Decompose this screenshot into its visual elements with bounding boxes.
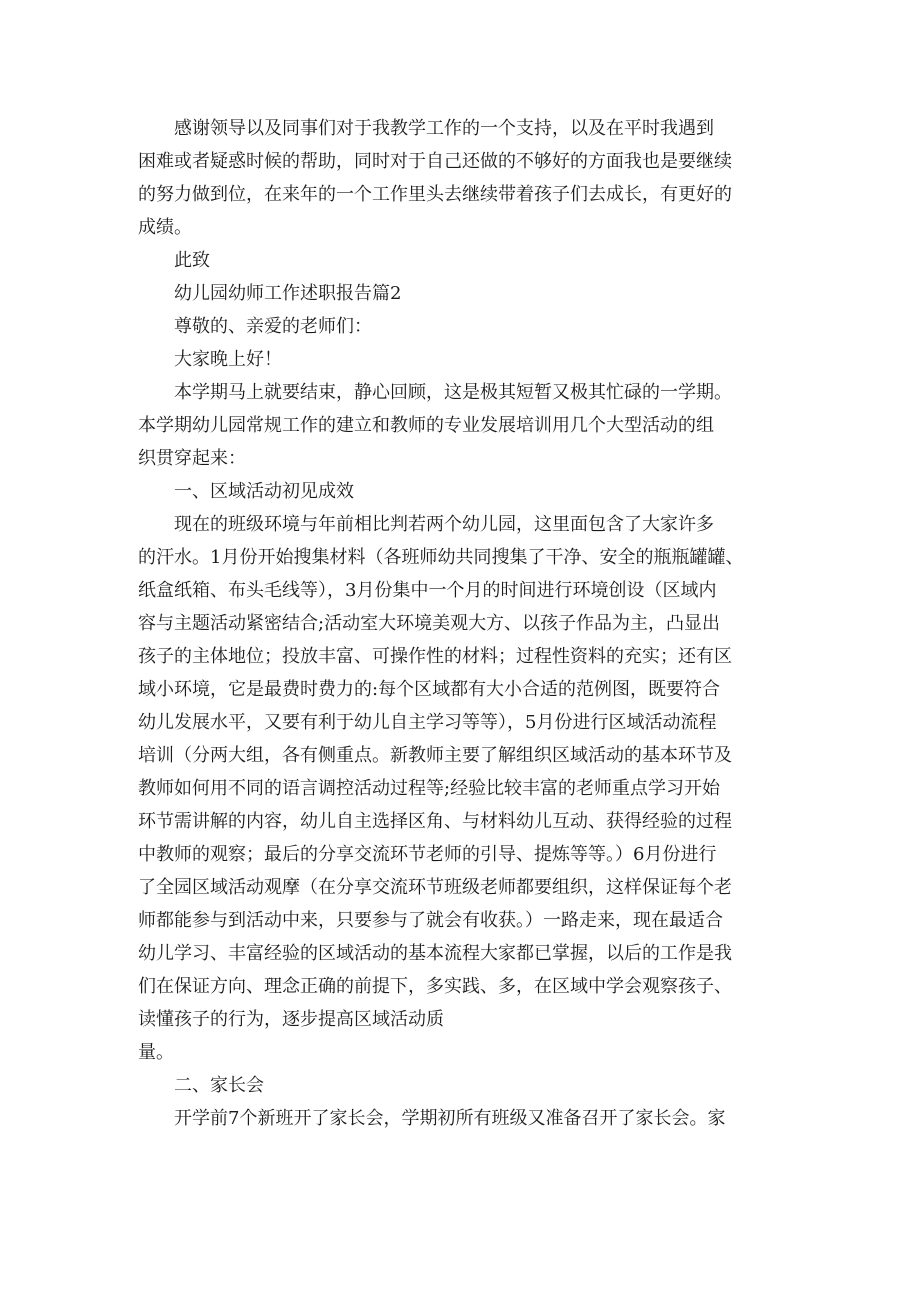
- text-line: 培训（分两大组，各有侧重点。新教师主要了解组织区域活动的基本环节及: [138, 745, 732, 766]
- text-line: 域小环境，它是最费时费力的:每个区域都有大小合适的范例图，既要符合: [138, 679, 721, 700]
- text-line: 成绩。: [138, 217, 192, 238]
- text-line: 现在的班级环境与年前相比判若两个幼儿园，这里面包含了大家许多: [174, 514, 714, 535]
- paragraph-area-activities: [138, 508, 798, 1069]
- section-title: 幼儿园幼师工作述职报告篇2: [174, 283, 402, 304]
- paragraph-thanks: [138, 112, 798, 244]
- text-line: 困难或者疑惑时候的帮助，同时对于自己还做的不够好的方面我也是要继续: [138, 151, 732, 172]
- text-line: 开学前7个新班开了家长会，学期初所有班级又准备召开了家长会。家: [174, 1108, 726, 1129]
- text-line: 本学期幼儿园常规工作的建立和教师的专业发展培训用几个大型活动的组: [138, 415, 714, 436]
- text-line: 师都能参与到活动中来，只要参与了就会有收获。）一路走来，现在最适合: [138, 910, 723, 931]
- text-line: 容与主题活动紧密结合;活动室大环境美观大方、以孩子作品为主，凸显出: [138, 613, 721, 634]
- heading-section-1: 一、区域活动初见成效: [174, 481, 354, 502]
- text-line: 量。: [138, 1042, 174, 1063]
- text-line: 的努力做到位，在来年的一个工作里头去继续带着孩子们去成长，有更好的: [138, 184, 732, 205]
- text-line: 读懂孩子的行为，逐步提高区域活动质: [138, 1009, 444, 1030]
- text-line: 了全园区域活动观摩（在分享交流环节班级老师都要组织，这样保证每个老: [138, 877, 732, 898]
- text-line: 孩子的主体地位；投放丰富、可操作性的材料；过程性资料的充实；还有区: [138, 646, 732, 667]
- greeting-recipient: 尊敬的、亲爱的老师们：: [174, 316, 372, 337]
- paragraph-parent-meeting: [138, 1102, 798, 1135]
- text-line: 环节需讲解的内容，幼儿自主选择区角、与材料幼儿互动、获得经验的过程: [138, 811, 732, 832]
- document-body: [138, 112, 798, 1135]
- text-line: 中教师的观察；最后的分享交流环节老师的引导、提炼等等。）6月份进行: [138, 844, 717, 865]
- text-line: 的汗水。1月份开始搜集材料（各班师幼共同搜集了干净、安全的瓶瓶罐罐、: [138, 547, 744, 568]
- text-line: 纸盒纸箱、布头毛线等），3月份集中一个月的时间进行环境创设（区域内: [138, 580, 717, 601]
- paragraph-intro: [138, 376, 798, 475]
- text-line: 教师如何用不同的语言调控活动过程等;经验比较丰富的老师重点学习开始: [138, 778, 721, 799]
- text-line: 幼儿学习、丰富经验的区域活动的基本流程大家都已掌握，以后的工作是我: [138, 943, 732, 964]
- heading-section-2: 二、家长会: [174, 1075, 264, 1096]
- text-line: 们在保证方向、理念正确的前提下，多实践、多，在区域中学会观察孩子、: [138, 976, 732, 997]
- greeting: 大家晚上好！: [174, 349, 282, 370]
- closing-salutation: 此致: [174, 250, 210, 271]
- text-line: 幼儿发展水平，又要有利于幼儿自主学习等等），5月份进行区域活动流程: [138, 712, 717, 733]
- text-line: 感谢领导以及同事们对于我教学工作的一个支持，以及在平时我遇到: [174, 118, 714, 139]
- text-line: 织贯穿起来：: [138, 448, 246, 469]
- text-line: 本学期马上就要结束，静心回顾，这是极其短暂又极其忙碌的一学期。: [174, 382, 732, 403]
